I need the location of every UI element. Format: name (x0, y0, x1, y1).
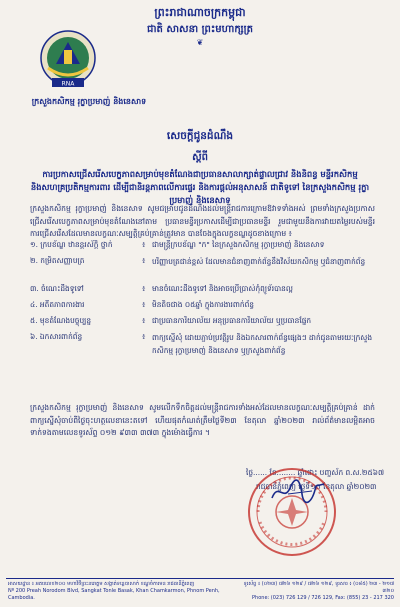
criteria-value: បរិញ្ញាបត្រជាន់ខ្ពស់ ដែលមានជំនាញពាក់ព័ន្ធនឹងវិស័យកសិកម្ម ឬជំនាញពាក់ព័ន្ធ (152, 257, 366, 266)
footer-address (8, 581, 228, 602)
criteria-row (30, 256, 375, 284)
criteria-value: មានចំណេះដឹងទូទៅ និងអាចប្រើប្រាស់កុំព្យូទ័របានល្អ (152, 284, 293, 293)
criteria-row (30, 300, 375, 316)
criteria-label: ៤. អតីតភាពការងារ (30, 300, 85, 309)
criteria-label: ៥. មុខតំណែងបច្ចុប្បន្ន (30, 316, 92, 325)
criteria-colon: ៖ (142, 332, 146, 341)
national-motto: ជាតិ សាសនា ព្រះមហាក្សត្រ (147, 24, 253, 35)
criteria-colon: ៖ (142, 284, 146, 293)
criteria-label: ៦. ឯកសារពាក់ព័ន្ធ (30, 332, 83, 341)
lunar-date: ថ្ងៃ...... ខែ........ ឆ្នាំថោះ បញ្ចស័ក ព.ស.២៥៦៧ (246, 468, 385, 477)
footer-address-kh: អាសយដ្ឋាន ៖ អគារលេខ២០០ មហាវិថីព្រះនរោត្តម សង្កាត់ទន្លេបាសាក់ ខណ្ឌចំការមន រាជធានីភ្នំពេញ (8, 581, 195, 587)
document-headline: ការប្រកាសជ្រើសរើសបេក្ខភាពសម្រាប់មុខតំណែងជាប្រធានសាលាក្សាត់ផ្ទាលជ្រាវ និងនិពន្ធ មន្ទីរកសិកម្ម និងសហគ្រប្រតិកម្មការពារ ដើម្បីជានិរន្តភាពលើការផ្ទេរ និងការផ្តល់អនុសាសន៍ ជាតិទូទៅ នៃក្រសួងកសិកម្ម រុក្ខាប្រមាញ់ និងនេសាទ (30, 169, 370, 205)
document-subtitle: ស្តីពី (192, 152, 208, 163)
intro-paragraph: ក្រសួងកសិកម្ម រុក្ខាប្រមាញ់ និងនេសាទ សូមជម្រាបជូនដំណឹងដល់មន្ត្រីរាជការក្រោមឱវាទទាំងអស់ ព្រមទាំងក្រសួងប្រកាសជ្រើសរើសបេក្ខភាពសម្រាប់មុខតំណែងនៅតាម ប្រធានមន្ទីរប្រកាសដើម្បីជាប្រធានមន្ទីរ រួមជាមួយនឹងការវាយតម្លៃរបស់មន្ទីរ ការជ្រើសរើសដែលមានលក្ខណៈសម្បត្តិគ្រប់គ្រាន់ត្រូវមាន បានចែងក្នុងលក្ខខណ្ឌដូចខាងក្រោម ៖ (30, 204, 375, 238)
svg-text:RNA: RNA (61, 80, 75, 88)
ministry-name: ក្រសួងកសិកម្ម រុក្ខាប្រមាញ់ និងនេសាទ (31, 97, 147, 106)
criteria-value: មិនតិចជាង ០៥ឆ្នាំ ក្នុងការងារពាក់ព័ន្ធ (152, 300, 254, 309)
criteria-label: ៣. ចំណេះដឹងទូទៅ (30, 284, 84, 293)
criteria-colon: ៖ (142, 300, 146, 309)
handwritten-signature (268, 476, 328, 506)
criteria-colon: ៖ (142, 240, 146, 249)
criteria-row (30, 240, 375, 256)
footer-phone-kh: ទូរស័ព្ទ ៖ (០២៣) ៧២៦ ១២៩ / ៧២៦ ១២៩, ទូរសារ ៖ (០៨៥) ២៣ - ២១៧ ៣២០ (243, 581, 394, 594)
footer-address-en: Nº 200 Preah Norodom Blvd, Sangkat Tonle Basak, Khan Chamkarmon, Phnom Penh, Cambodia. (8, 588, 220, 601)
criteria-label: ២. កម្រិតសញ្ញាបត្រ (30, 256, 85, 265)
footer-phone-en: Phone: (023) 726 129 / 726 129, Fax: (855) 23 - 217 320 (252, 595, 394, 601)
solar-date: រាជធានីភ្នំពេញ ថ្ងៃទី១០ ខែតុលា ឆ្នាំ២០២៣ (256, 482, 377, 491)
criteria-row (30, 284, 375, 300)
kingdom-heading: ព្រះរាជាណាចក្រកម្ពុជា (154, 6, 246, 19)
closing-paragraph: ក្រសួងកសិកម្ម រុក្ខាប្រមាញ់ និងនេសាទ សូមលើកទឹកចិត្តដល់មន្ត្រីរាជការទាំងអស់ដែលមានលក្ខណៈសម្បត្តិគ្រប់គ្រាន់ ដាក់ពាក្យស្នើសុំចាប់ពីថ្ងៃចុះហត្ថលេខានេះតទៅ ហើយផុតកំណត់ត្រឹមថ្ងៃទី២៣ ខែតុលា ឆ្នាំ២០២៣ រាល់ព័ត៌មានលម្អិតអាចទាក់ទងតាមលេខទូរស័ព្ទ ០១២ ៩៣៣ ៣៧៣ ក្នុងម៉ោងធ្វើការ ។ (30, 403, 375, 437)
criteria-value: ជាមន្ត្រីក្របខ័ណ្ឌ "ក" នៃក្រសួងកសិកម្ម រុក្ខាប្រមាញ់ និងនេសាទ (152, 240, 325, 249)
criteria-row (30, 332, 375, 374)
criteria-colon: ៖ (142, 256, 146, 265)
document-title: សេចក្តីជូនដំណឹង (166, 130, 234, 142)
criteria-colon: ៖ (142, 316, 146, 325)
ministry-logo (38, 28, 98, 92)
flourish-ornament: ❦ (196, 38, 204, 47)
footer-contact (236, 581, 394, 602)
criteria-value: ជាប្រធានការិយាល័យ អនុប្រធានការិយាល័យ ឬប្រធានផ្នែក (152, 316, 312, 325)
criteria-row (30, 316, 375, 332)
criteria-value: ពាក្យស្នើសុំ ដោយភ្ជាប់ប្រវត្តិរូប និងឯកសារពាក់ព័ន្ធផ្សេងៗ ដាក់ជូនតាមរយៈក្រសួងកសិកម្ម រុក្ខាប្រមាញ់ និងនេសាទ ឬក្រសួងពាក់ព័ន្ធ (152, 333, 373, 355)
footer-divider (6, 578, 394, 579)
criteria-list (30, 240, 375, 374)
criteria-label: ១. ក្របខ័ណ្ឌ ឋានន្តរស័ក្តិ ថ្នាក់ (30, 240, 113, 249)
